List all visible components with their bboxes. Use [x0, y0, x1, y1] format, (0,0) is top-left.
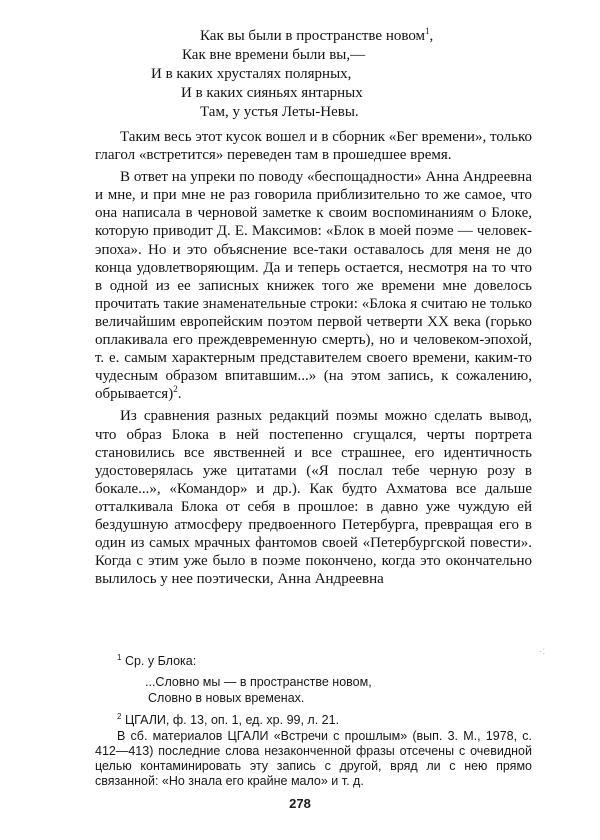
footnote-ref: 1 [425, 26, 430, 36]
footnote-1-quote-line: Словно в новых временах. [148, 691, 305, 705]
paragraph: В ответ на упреки по поводу «беспощадности» Анна Андреевна и мне, и при мне не раз говорила приблизительно то же самое, что она написала в черновой заметке к своим воспоминаниям о Блоке, которую приводит Д. Е. Максимов: «Блок в моей поэме — человек-эпоха». Но и это объяснение все-таки оставалось для меня не до конца удовлетворяющим. Да и теперь остается, несмотря на то что в одной из ее записных книжек того же времени мне довелось прочитать такие знаменательные строки: «Блока я считаю не только величайшим европейским поэтом первой четверти XX века (горько оплакивала его преждевременную смерть), но и человеком-эпохой, т. е. самым характерным представителем своего времени, каким-то чудесным образом впитавшим...» (на этом запись, к сожалению, обрывается)$^2$. [95, 169, 532, 403]
poem-line: И в каких хрусталях полярных, [151, 66, 352, 82]
poem-line: Как вне времени были вы,— [182, 47, 366, 63]
footnote-1-text: Ср. у Блока: [124, 654, 197, 668]
footnote-ref: 2 [173, 384, 178, 395]
footnote-2-continuation: В сб. материалов ЦГАЛИ «Встречи с прошлым» (вып. 3. М., 1978, с. 412—413) последние слова незаконченной фразы отсечены с очевидной целью контаминировать эту запись с другой, вряд ли с нею прямо связанной: «Но знала его крайне мало» и т. д. [95, 729, 532, 788]
poem-line: Там, у устья Леты-Невы. [200, 104, 359, 120]
poem-line: Как вы были в пространстве новом$^1$, [200, 26, 434, 44]
main-text [95, 128, 532, 592]
footnote-2: $^2$ ЦГАЛИ, ф. 13, оп. 1, ед. хр. 99, л. 21. [117, 712, 340, 727]
footnote-1: $^1$ Ср. у Блока: [117, 653, 197, 668]
paragraph: Из сравнения разных редакций поэмы можно сделать вывод, что образ Блока в ней постепенно сгущался, черты портрета становились все явственней и все страшнее, его идентичность удостоверялась уже цитатами («Я послал тебе черную розу в бокале...», «Командор» и др.). Как будто Ахматова все дальше отталкивала Блока от себя в прошлое: в давно уже чуждую ей бездушную атмосферу предвоенного Петербурга, превращая его в один из самых мрачных фантомов своей «Петербургской повести». Когда с этим уже было в поэме покончено, когда это окончательно вылилось у нее поэтически, Анна Андреевна [95, 408, 532, 588]
margin-mark: ·: [539, 646, 546, 657]
poem-line: И в каких сияньях янтарных [181, 85, 363, 101]
footnote-1-quote-line: ...Словно мы — в пространстве новом, [145, 675, 372, 689]
page-number: 278 [289, 796, 311, 811]
paragraph: Таким весь этот кусок вошел и в сборник «Бег времени», только глагол «встретится» переведен там в прошедшее время. [95, 129, 532, 164]
footnote-2-text: ЦГАЛИ, ф. 13, оп. 1, ед. хр. 99, л. 21. [124, 713, 340, 727]
